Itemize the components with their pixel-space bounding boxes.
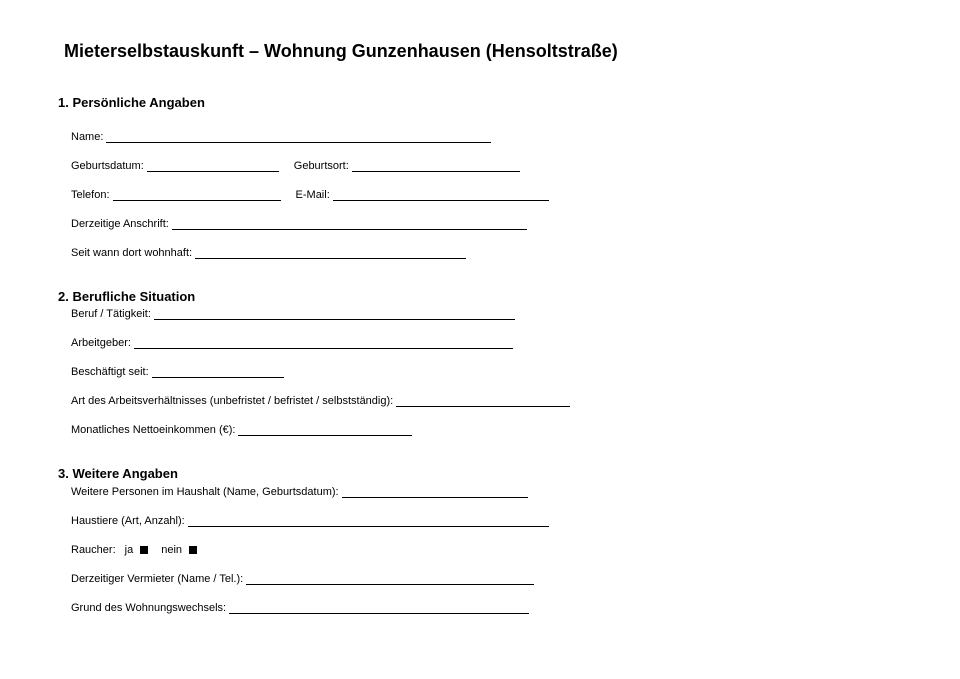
field-row-arbeitgeber (71, 333, 513, 349)
field-row-beruf (71, 304, 515, 320)
field-row-raucher (71, 540, 197, 556)
field-row-address (71, 214, 527, 230)
email-field[interactable] (333, 188, 549, 201)
anschrift-label: Derzeitige Anschrift: (71, 218, 169, 230)
anschrift-field[interactable] (172, 217, 527, 230)
geburtsort-label: Geburtsort: (293, 160, 349, 172)
document-title: Mieterselbstauskunft – Wohnung Gunzenhausen (Hensoltstraße) (64, 41, 618, 61)
name-label: Name: (71, 131, 104, 143)
beruf-label: Beruf / Tätigkeit: (71, 308, 151, 320)
email-label: E-Mail: (295, 189, 330, 201)
geburtsort-field[interactable] (352, 159, 520, 172)
raucher-nein-checkbox[interactable] (189, 546, 197, 554)
einkommen-label: Monatliches Nettoeinkommen (€): (71, 424, 236, 436)
raucher-ja-checkbox[interactable] (140, 546, 148, 554)
field-row-art (71, 391, 570, 407)
field-row-contact (71, 185, 549, 201)
personen-field[interactable] (342, 485, 528, 498)
raucher-ja-label: ja (124, 544, 134, 556)
geburtsdatum-field[interactable] (147, 159, 279, 172)
haustiere-label: Haustiere (Art, Anzahl): (71, 515, 185, 527)
field-row-personen (71, 482, 528, 498)
arbeitgeber-label: Arbeitgeber: (71, 337, 131, 349)
grund-field[interactable] (229, 601, 529, 614)
art-label: Art des Arbeitsverhältnisses (unbefristet / befristet / selbstständig): (71, 395, 394, 407)
seit-wann-label: Seit wann dort wohnhaft: (71, 247, 193, 259)
raucher-label: Raucher: (71, 544, 116, 556)
art-field[interactable] (396, 394, 570, 407)
telefon-field[interactable] (113, 188, 281, 201)
geburtsdatum-label: Geburtsdatum: (71, 160, 144, 172)
einkommen-field[interactable] (238, 423, 412, 436)
field-row-haustiere (71, 511, 549, 527)
personen-label: Weitere Personen im Haushalt (Name, Geburtsdatum): (71, 486, 339, 498)
field-row-since (71, 243, 466, 259)
seit-wann-field[interactable] (195, 246, 466, 259)
arbeitgeber-field[interactable] (134, 336, 513, 349)
name-field[interactable] (106, 130, 491, 143)
field-row-einkommen (71, 420, 412, 436)
vermieter-label: Derzeitiger Vermieter (Name / Tel.): (71, 573, 244, 585)
haustiere-field[interactable] (188, 514, 549, 527)
telefon-label: Telefon: (71, 189, 110, 201)
field-row-grund (71, 598, 529, 614)
section-heading-job: 2. Berufliche Situation (58, 289, 196, 304)
vermieter-field[interactable] (246, 572, 534, 585)
field-row-beschaeftigt (71, 362, 284, 378)
beruf-field[interactable] (154, 307, 515, 320)
field-row-birth (71, 156, 520, 172)
grund-label: Grund des Wohnungswechsels: (71, 602, 227, 614)
beschaeftigt-label: Beschäftigt seit: (71, 366, 149, 378)
beschaeftigt-field[interactable] (152, 365, 284, 378)
section-heading-other: 3. Weitere Angaben (58, 466, 178, 481)
field-row-vermieter (71, 569, 534, 585)
field-row-name (71, 127, 491, 143)
section-heading-personal: 1. Persönliche Angaben (58, 95, 205, 110)
raucher-nein-label: nein (161, 544, 182, 556)
